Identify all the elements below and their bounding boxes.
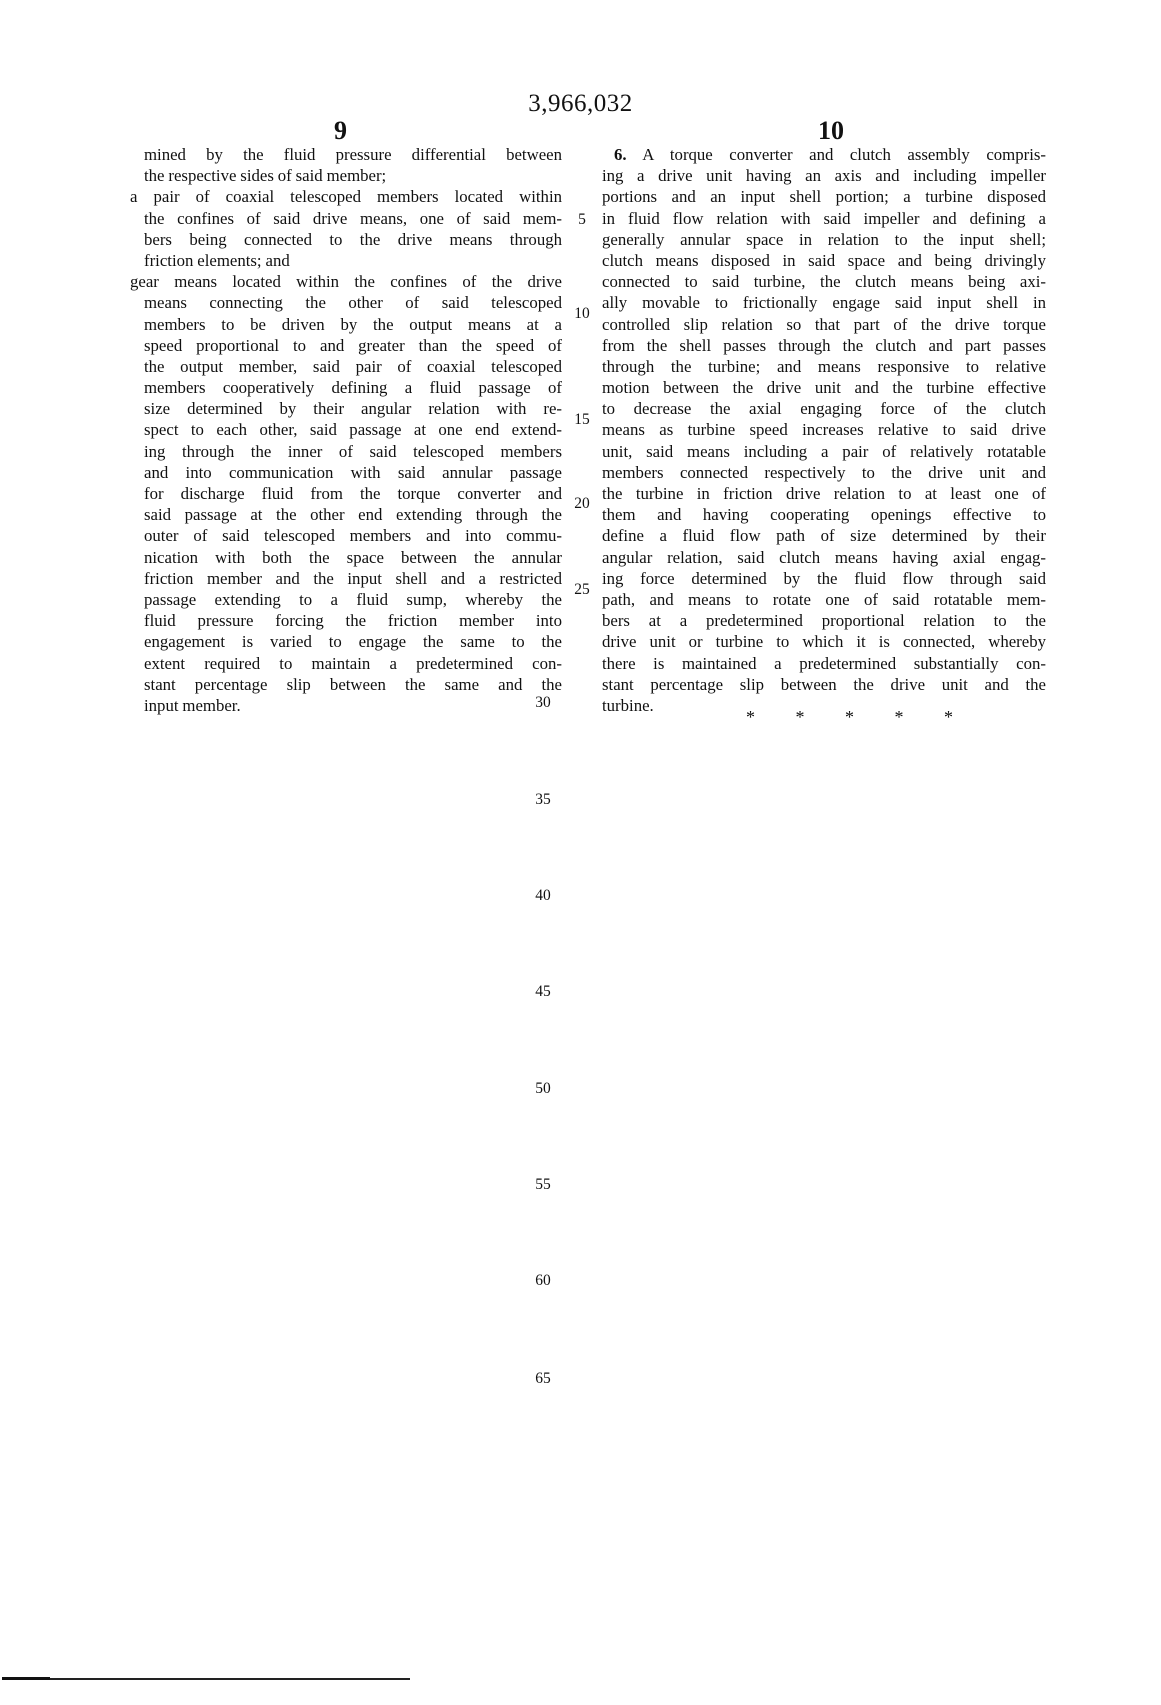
left-text-line: bers being connected to the drive means through: [144, 229, 562, 249]
left-text-line: friction member and the input shell and a restricted: [144, 568, 562, 588]
line-number: 35: [535, 791, 551, 808]
left-text-line: for discharge fluid from the torque converter and: [144, 484, 562, 503]
right-text-line: ally movable to frictionally engage said input shell in: [602, 293, 1046, 313]
right-text-line: members connected respectively to the drive unit and: [602, 462, 1046, 482]
bottom-rule-accent: [2, 1677, 50, 1680]
right-text-line: generally annular space in relation to the input shell;: [602, 229, 1046, 249]
right-text-line: connected to said turbine, the clutch means being axi-: [602, 272, 1046, 292]
right-text-line: controlled slip relation so that part of the drive torque: [602, 314, 1046, 334]
left-text-line: the output member, said pair of coaxial telescoped: [144, 356, 562, 376]
claim-text-start: A torque converter and clutch assembly compris-: [642, 145, 1046, 164]
left-text-line: a pair of coaxial telescoped members located within: [130, 187, 562, 207]
line-number: 20: [574, 495, 590, 512]
right-text-line: [602, 144, 1046, 165]
line-number: 40: [535, 887, 551, 904]
right-text-line: from the shell passes through the clutch and part passes: [602, 335, 1046, 355]
right-text-line: turbine.: [602, 695, 654, 715]
left-text-line: mined by the fluid pressure differential between: [144, 145, 562, 164]
left-text-line: friction elements; and: [144, 250, 290, 270]
right-text-line: in fluid flow relation with said impeller and defining a: [602, 208, 1046, 228]
line-number: 65: [535, 1370, 551, 1387]
left-text-line: the respective sides of said member;: [144, 166, 387, 186]
left-column-number: 9: [334, 116, 347, 145]
right-text-line: portions and an input shell portion; a turbine disposed: [602, 187, 1046, 207]
left-text-line: members to be driven by the output means at a: [144, 314, 562, 334]
right-text-line: there is maintained a predetermined substantially con-: [602, 653, 1046, 673]
left-text-line: and into communication with said annular passage: [144, 462, 562, 482]
right-text-line: the turbine in friction drive relation to at least one of: [602, 484, 1046, 503]
right-text-line: path, and means to rotate one of said rotatable mem-: [602, 589, 1046, 609]
left-text-line: engagement is varied to engage the same to the: [144, 632, 562, 652]
left-text-line: the confines of said drive means, one of said mem-: [144, 208, 562, 228]
left-text-line: input member.: [144, 695, 241, 715]
line-number: 50: [535, 1080, 551, 1097]
left-text-line: means connecting the other of said telescoped: [144, 293, 562, 313]
left-text-line: nication with both the space between the annular: [144, 547, 562, 567]
line-number: 10: [574, 305, 590, 322]
right-text-line: stant percentage slip between the drive unit and the: [602, 674, 1046, 694]
left-text-line: outer of said telescoped members and into commu-: [144, 526, 562, 546]
right-text-line: to decrease the axial engaging force of the clutch: [602, 399, 1046, 419]
line-number: 45: [535, 983, 551, 1000]
right-text-line: drive unit or turbine to which it is connected, whereby: [602, 632, 1046, 652]
line-number: 30: [535, 694, 551, 711]
right-column-text: [602, 144, 1046, 716]
right-text-line: through the turbine; and means responsive to relative: [602, 356, 1046, 376]
claim-number: 6.: [614, 145, 627, 164]
line-number: 25: [574, 581, 590, 598]
left-column-text: [130, 144, 562, 716]
right-text-line: angular relation, said clutch means having axial engag-: [602, 547, 1046, 567]
right-text-line: motion between the drive unit and the turbine effective: [602, 378, 1046, 398]
line-number: 60: [535, 1272, 551, 1289]
left-text-line: speed proportional to and greater than the speed of: [144, 335, 562, 355]
left-text-line: ing through the inner of said telescoped members: [144, 441, 562, 461]
patent-number: 3,966,032: [528, 90, 633, 117]
right-text-line: clutch means disposed in said space and being drivingly: [602, 250, 1046, 270]
line-number: 15: [574, 411, 590, 428]
left-text-line: passage extending to a fluid sump, whereby the: [144, 589, 562, 609]
right-text-line: bers at a predetermined proportional relation to the: [602, 611, 1046, 631]
left-text-line: stant percentage slip between the same and the: [144, 674, 562, 694]
left-text-line: size determined by their angular relation with re-: [144, 399, 562, 419]
right-column-number: 10: [818, 116, 844, 145]
bottom-rule: [2, 1678, 410, 1680]
line-number: 5: [578, 211, 586, 228]
right-text-line: ing force determined by the fluid flow through said: [602, 568, 1046, 588]
right-text-line: define a fluid flow path of size determined by their: [602, 526, 1046, 546]
left-text-line: members cooperatively defining a fluid passage of: [144, 378, 562, 398]
left-text-line: gear means located within the confines of the drive: [130, 272, 562, 292]
right-text-line: ing a drive unit having an axis and including impeller: [602, 166, 1046, 186]
end-of-document-mark: * * * * *: [746, 707, 971, 727]
left-text-line: spect to each other, said passage at one end extend-: [144, 420, 562, 440]
right-text-line: unit, said means including a pair of relatively rotatable: [602, 441, 1046, 461]
right-text-line: them and having cooperating openings effective to: [602, 505, 1046, 525]
line-number: 55: [535, 1176, 551, 1193]
left-text-line: fluid pressure forcing the friction member into: [144, 611, 562, 631]
left-text-line: extent required to maintain a predetermined con-: [144, 653, 562, 673]
left-text-line: said passage at the other end extending through the: [144, 505, 562, 525]
right-text-line: means as turbine speed increases relative to said drive: [602, 420, 1046, 440]
